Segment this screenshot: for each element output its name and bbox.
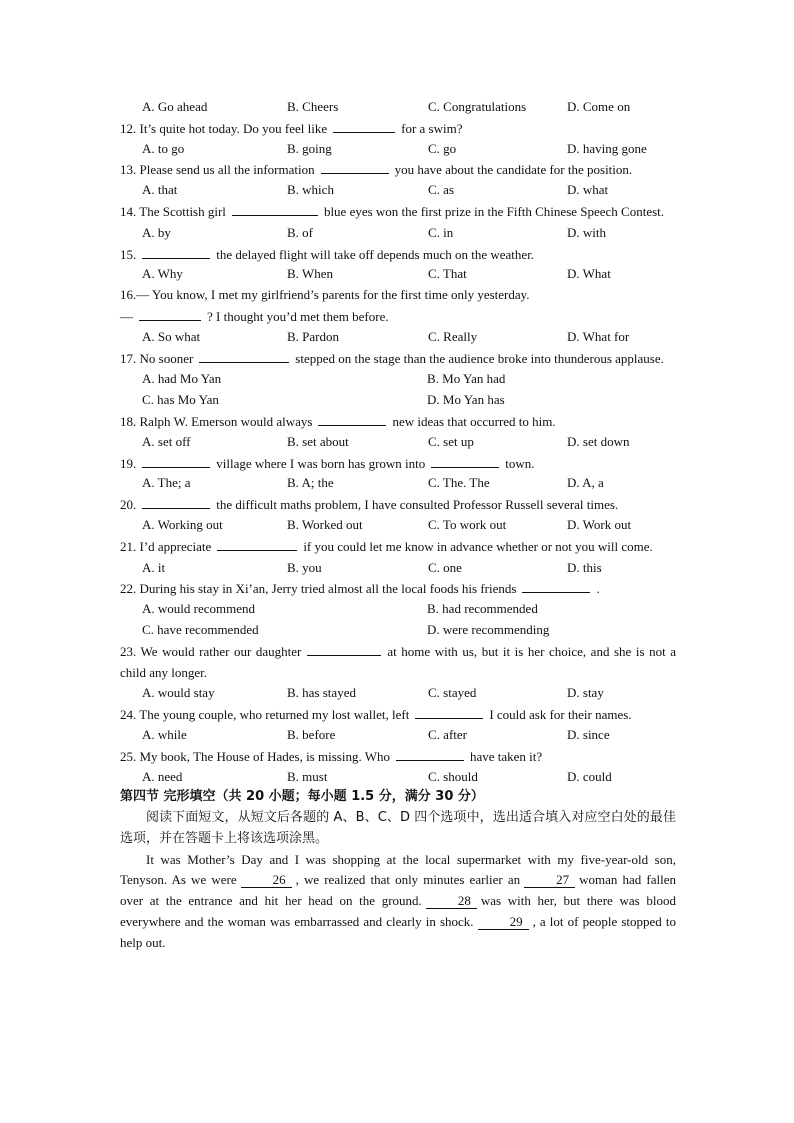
question-text-tail: new ideas that occurred to him. <box>392 413 556 429</box>
question-text-tail: stepped on the stage than the audience broke into thunderous applause. <box>295 350 664 366</box>
answer-blank <box>142 494 210 509</box>
q19-options <box>120 473 676 494</box>
option-b: B. you <box>287 559 322 575</box>
question-text: 12. It’s quite hot today. Do you feel like <box>120 120 328 136</box>
option-d: D. stay <box>567 685 604 701</box>
question-text: 17. No sooner <box>120 350 194 366</box>
passage-text: It was Mother’s Day and I was shopping at the local supermarket with my five-year-old son, Tenyson. As we were <box>120 851 676 888</box>
option-a: A. Go ahead <box>142 99 208 114</box>
answer-blank <box>396 746 464 761</box>
dialogue-dash: — <box>120 308 133 324</box>
option-a: A. set off <box>142 433 191 449</box>
passage-text: was with her, but there was blood everywhere and the woman was embarrassed and clearly in shock. <box>120 893 676 930</box>
option-b: B. which <box>287 182 334 198</box>
option-d: D. A, a <box>567 475 604 491</box>
passage-text: , we realized that only minutes earlier an <box>295 872 521 888</box>
option-c: C. as <box>428 182 454 198</box>
option-b: B. going <box>287 140 332 156</box>
cloze-passage <box>120 850 676 954</box>
question-text-tail: blue eyes won the first prize in the Fifth Chinese Speech Contest. <box>323 203 665 219</box>
option-c: C. after <box>428 726 467 742</box>
answer-blank <box>307 641 381 656</box>
question-text: 18. Ralph W. Emerson would always <box>120 413 313 429</box>
answer-blank-2 <box>431 453 499 468</box>
passage-text: woman had fallen over at the entrance and hit her head on the ground. <box>120 872 676 909</box>
question-text-tail: you have about the candidate for the position. <box>394 162 633 178</box>
question-text-tail: ? I thought you’d met them before. <box>207 308 389 324</box>
question-text: 15. <box>120 246 137 262</box>
answer-blank <box>142 453 210 468</box>
answer-blank <box>232 201 318 216</box>
question-17 <box>120 348 676 370</box>
question-text: 14. The Scottish girl <box>120 203 226 219</box>
question-21 <box>120 536 676 558</box>
option-d: D. since <box>567 726 610 742</box>
q18-options <box>120 432 676 453</box>
q25-options <box>120 767 676 788</box>
answer-blank <box>321 159 389 174</box>
option-a: A. Why <box>142 266 183 282</box>
question-25 <box>120 746 676 767</box>
q21-options <box>120 558 676 579</box>
cloze-blank-29: 29 <box>478 915 529 930</box>
q20-options <box>120 515 676 536</box>
answer-blank <box>333 118 395 133</box>
question-20 <box>120 494 676 515</box>
option-b: B. before <box>287 726 336 742</box>
question-text: 13. Please send us all the information <box>120 162 315 178</box>
question-text-tail: if you could let me know in advance whether or not you will come. <box>303 538 653 554</box>
option-c: C. Really <box>428 328 478 344</box>
option-a: A. while <box>142 726 187 742</box>
answer-blank <box>415 704 483 719</box>
option-b: B. set about <box>287 433 349 449</box>
option-b: B. must <box>287 768 328 784</box>
passage-text: , a lot of people stopped to help out. <box>120 914 677 950</box>
option-c: C. To work out <box>428 516 507 532</box>
question-text: 25. My book, The House of Hades, is missing. Who <box>120 748 390 764</box>
answer-blank <box>318 411 386 426</box>
option-d: D. what <box>567 182 609 198</box>
q11-options <box>120 97 676 118</box>
option-a: A. that <box>142 182 178 198</box>
question-16-reply <box>120 306 676 327</box>
option-c: C. set up <box>428 433 474 449</box>
q15-options <box>120 264 676 285</box>
question-12 <box>120 118 676 139</box>
question-text: 23. We would rather our daughter <box>120 643 302 659</box>
question-text-mid: village where I was born has grown into <box>216 455 426 471</box>
cloze-blank-26: 26 <box>241 873 292 888</box>
question-text: 16.— You know, I met my girlfriend’s parents for the first time only yesterday. <box>120 287 530 303</box>
question-13 <box>120 159 676 180</box>
option-a: A. need <box>142 768 183 784</box>
q14-options <box>120 223 676 244</box>
option-b: B. Mo Yan had <box>427 371 506 387</box>
question-text-tail: the delayed flight will take off depends much on the weather. <box>216 246 535 262</box>
q22-options-row2 <box>120 620 676 641</box>
option-d: D. What <box>567 266 611 282</box>
section-title: 第四节 完形填空（共 20 小题；每小题 1.5 分，满分 30 分） <box>120 789 484 805</box>
option-d: D. Work out <box>567 516 632 532</box>
option-c: C. one <box>428 559 462 575</box>
option-b: B. A; the <box>287 475 334 491</box>
option-a: A. The; a <box>142 475 191 491</box>
option-d: D. were recommending <box>427 621 550 637</box>
option-a: A. had Mo Yan <box>142 371 222 387</box>
option-c: C. should <box>428 768 478 784</box>
option-c: C. have recommended <box>142 621 259 637</box>
cloze-blank-27: 27 <box>524 873 575 888</box>
option-d: D. set down <box>567 433 630 449</box>
question-text: 19. <box>120 455 137 471</box>
option-d: D. this <box>567 559 602 575</box>
option-b: B. Pardon <box>287 328 339 344</box>
option-c: C. go <box>428 140 457 156</box>
question-24 <box>120 704 676 725</box>
answer-blank <box>139 306 201 321</box>
q24-options <box>120 725 676 746</box>
answer-blank <box>217 536 297 551</box>
option-a: A. to go <box>142 140 185 156</box>
question-19 <box>120 453 676 474</box>
question-15 <box>120 244 676 265</box>
exam-page <box>120 97 676 954</box>
question-text: 20. <box>120 497 137 513</box>
answer-blank <box>522 578 590 593</box>
q22-options-row1 <box>120 599 676 620</box>
option-d: D. Come on <box>567 99 631 114</box>
q16-options <box>120 327 676 348</box>
option-a: A. would stay <box>142 685 215 701</box>
option-a: A. by <box>142 224 171 240</box>
option-a: A. Working out <box>142 516 223 532</box>
question-text-tail: . <box>596 581 600 597</box>
option-c: C. That <box>428 266 467 282</box>
question-text-tail: at home with us, but it is her choice, and she is not a child any longer. <box>120 643 676 680</box>
option-a: A. would recommend <box>142 601 256 617</box>
option-b: B. has stayed <box>287 685 356 701</box>
q12-options <box>120 139 676 160</box>
option-a: A. So what <box>142 328 201 344</box>
cloze-blank-28: 28 <box>426 894 477 909</box>
option-c: C. Congratulations <box>428 99 527 114</box>
question-text-tail: the difficult maths problem, I have consulted Professor Russell several times. <box>216 497 619 513</box>
question-14 <box>120 201 676 223</box>
question-22 <box>120 578 676 599</box>
question-text: 21. I’d appreciate <box>120 538 212 554</box>
option-b: B. had recommended <box>427 601 538 617</box>
question-23 <box>120 641 676 684</box>
option-d: D. having gone <box>567 140 647 156</box>
section-instruction: 阅读下面短文，从短文后各题的 A、B、C、D 四个选项中，选出适合填入对应空白处的最佳选项，并在答题卡上将该选项涂黑。 <box>120 810 676 846</box>
option-b: B. Cheers <box>287 99 339 114</box>
question-text: 22. During his stay in Xi’an, Jerry tried almost all the local foods his friends <box>120 581 517 597</box>
question-16 <box>120 285 676 306</box>
option-a: A. it <box>142 559 166 575</box>
question-text: 24. The young couple, who returned my lost wallet, left <box>120 707 410 723</box>
option-c: C. has Mo Yan <box>142 392 219 408</box>
option-d: D. Mo Yan has <box>427 392 505 408</box>
q17-options-row2 <box>120 390 676 411</box>
option-c: C. in <box>428 224 454 240</box>
question-text-tail: have taken it? <box>469 748 543 764</box>
answer-blank <box>142 244 210 259</box>
q13-options <box>120 180 676 201</box>
question-text-tail: for a swim? <box>401 120 463 136</box>
option-c: C. stayed <box>428 685 477 701</box>
answer-blank <box>199 348 289 363</box>
option-b: B. Worked out <box>287 516 363 532</box>
question-18 <box>120 411 676 432</box>
question-text-tail: town. <box>505 455 535 471</box>
q17-options-row1 <box>120 369 676 390</box>
option-d: D. with <box>567 224 606 240</box>
option-c: C. The. The <box>428 475 490 491</box>
option-d: D. could <box>567 768 612 784</box>
option-b: B. of <box>287 224 313 240</box>
q23-options <box>120 683 676 704</box>
option-b: B. When <box>287 266 333 282</box>
option-d: D. What for <box>567 328 630 344</box>
question-text-tail: I could ask for their names. <box>489 707 632 723</box>
